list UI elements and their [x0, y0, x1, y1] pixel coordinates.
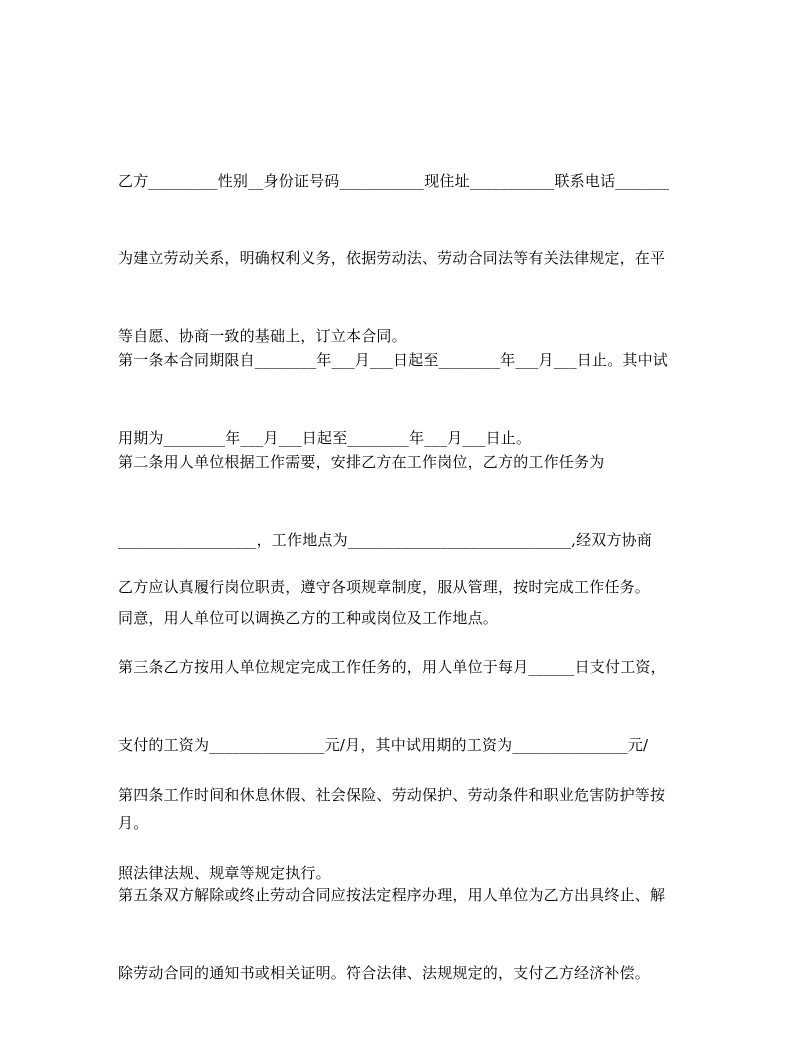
- text-line: 第四条工作时间和休息休假、社会保险、劳动保护、劳动条件和职业危害防护等按: [118, 786, 666, 804]
- text-line: 除劳动合同的通知书或相关证明。符合法律、法规规定的，支付乙方经济补偿。: [118, 964, 651, 982]
- text-line: 第三条乙方按用人单位规定完成工作任务的，用人单位于每月______日支付工资，: [118, 658, 666, 676]
- text-line: 第五条双方解除或终止劳动合同应按法定程序办理，用人单位为乙方出具终止、解: [118, 886, 666, 904]
- article-5-paragraph: [118, 830, 683, 1038]
- text-line: 月。: [118, 814, 149, 832]
- text-line: 第一条本合同期限自________年___月___日起至________年___月___日止。其中试: [118, 351, 669, 369]
- text-line: 照法律法规、规章等规定执行。: [118, 864, 331, 882]
- text-line: 支付的工资为_______________元/月，其中试用期的工资为_______________元/: [118, 736, 649, 754]
- text-line: 乙方应认真履行岗位职责，遵守各项规章制度，服从管理，按时完成工作任务。: [118, 578, 651, 596]
- text-line: 乙方_________性别__身份证号码___________现住址___________联系电话_______: [118, 172, 670, 190]
- text-line: 第二条用人单位根据工作需要，安排乙方在工作岗位，乙方的工作任务为: [118, 453, 605, 471]
- text-line: 用期为________年___月___日起至________年___月___日止。: [118, 429, 532, 447]
- text-line: __________________，工作地点为_____________________________,经双方协商: [118, 531, 653, 549]
- text-line: 同意，用人单位可以调换乙方的工种或岗位及工作地点。: [118, 609, 499, 627]
- text-line: 等自愿、协商一致的基础上，订立本合同。: [118, 327, 407, 345]
- text-line: 为建立劳动关系，明确权利义务，依据劳动法、劳动合同法等有关法律规定，在平: [118, 249, 666, 267]
